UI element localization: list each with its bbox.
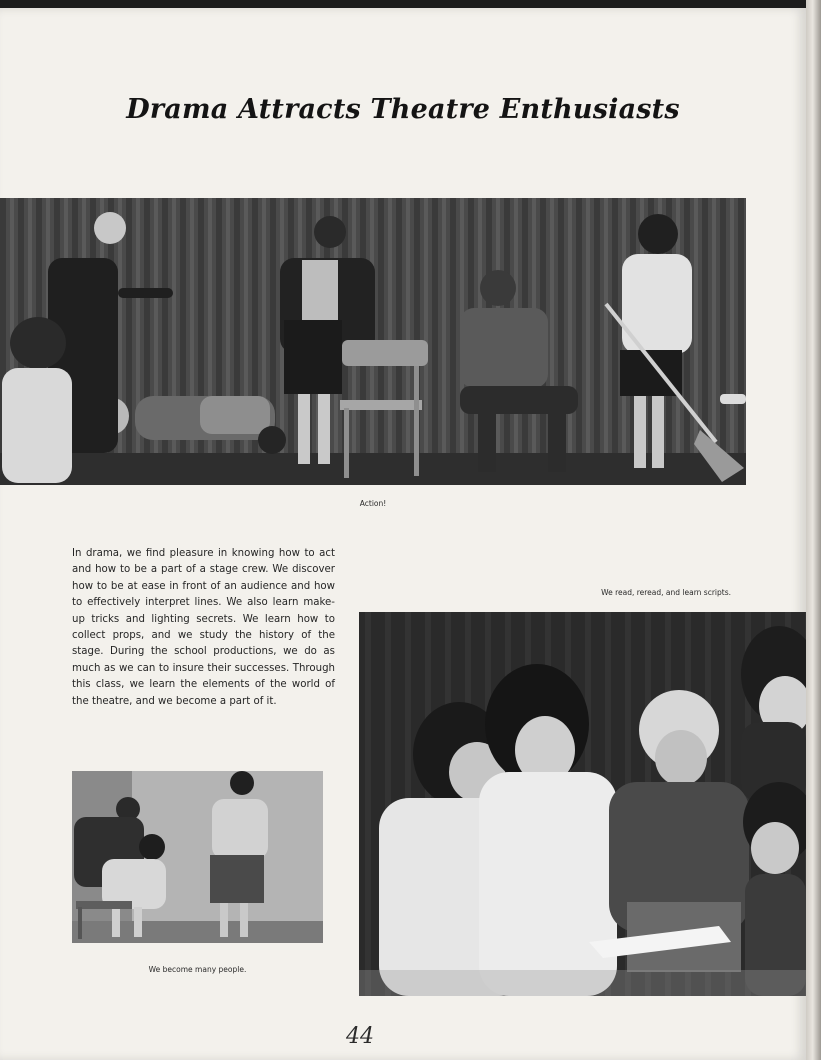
yearbook-page — [0, 8, 806, 1060]
photo-reading-scripts-image — [359, 612, 806, 996]
body-paragraph: In drama, we find pleasure in knowing how to act and how to be a part of a stage crew. We discover how to be at ease in front of an audience and how to effectively interpret lines. We also learn make-up tricks and lighting secrets. We learn how to collect props, and we study the history of the stage. During the school productions, we do as much as we can to insure their successes. Through this class, we learn the elements of the world of the theatre, and we become a part of it. — [72, 548, 335, 707]
caption-scripts: We read, reread, and learn scripts. — [601, 588, 731, 597]
caption-people: We become many people. — [148, 965, 247, 974]
photo-stage-action-image — [0, 198, 746, 485]
photo-many-people-image — [72, 771, 323, 943]
caption-action: Action! — [359, 499, 387, 508]
book-page-edge — [806, 0, 821, 1060]
page-number: 44 — [346, 1024, 374, 1049]
photo-many-people — [72, 771, 323, 943]
page-title: Drama Attracts Theatre Enthusiasts — [126, 94, 680, 125]
photo-reading-scripts — [359, 612, 806, 996]
photo-stage-action — [0, 198, 746, 485]
